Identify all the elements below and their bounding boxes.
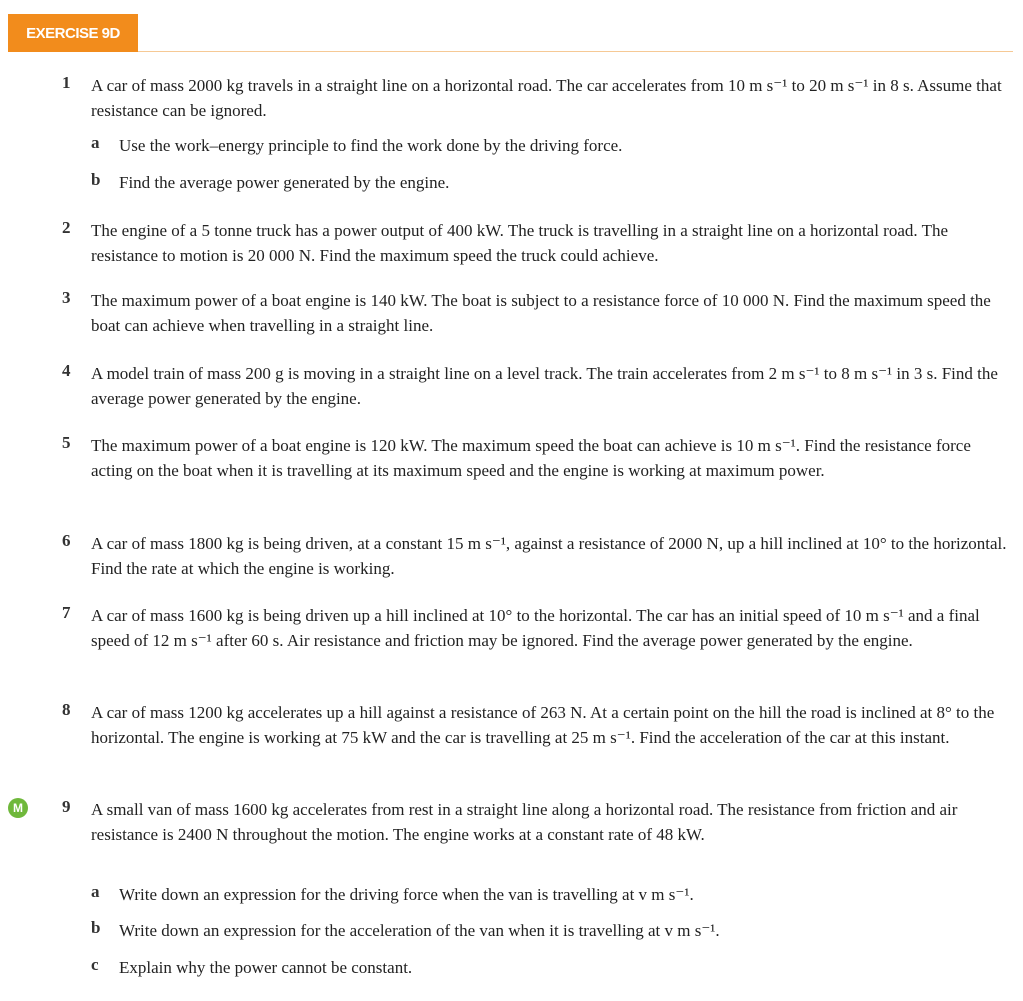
part-letter: b — [91, 170, 101, 189]
question-text: A car of mass 2000 kg travels in a straight line on a horizontal road. The car accelerates from 10 m s⁻¹ to 20 m s⁻¹ in 8 s. Assume that resistance can be ignored. — [91, 76, 1002, 120]
question-text: The engine of a 5 tonne truck has a power output of 400 kW. The truck is travelling in a straight line on a horizontal road. The resistance to motion is 20 000 N. Find the maximum speed the truck could achieve. — [91, 221, 949, 265]
part-letter: c — [91, 955, 99, 974]
question-text: The maximum power of a boat engine is 120 kW. The maximum speed the boat can achieve is 10 m s⁻¹. Find the resistance force acting on the boat when it is travelling at its maximum speed and the engine is working at maximum power. — [91, 436, 971, 480]
part-text: Write down an expression for the acceleration of the van when it is travelling at v m s⁻¹. — [119, 921, 720, 940]
question-number: 6 — [62, 531, 71, 550]
question-number: 5 — [62, 433, 71, 452]
part-text: Explain why the power cannot be constant. — [119, 958, 413, 977]
part-letter: b — [91, 918, 101, 937]
part-text: Find the average power generated by the engine. — [119, 173, 450, 192]
question-number: 4 — [62, 361, 71, 380]
part-text: Write down an expression for the driving force when the van is travelling at v m s⁻¹. — [119, 885, 694, 904]
question-text: The maximum power of a boat engine is 140 kW. The boat is subject to a resistance force of 10 000 N. Find the maximum speed the boat can achieve when travelling in a straight line. — [91, 291, 991, 335]
question-number: 7 — [62, 603, 71, 622]
question-number: 9 — [62, 797, 71, 816]
question-number: 1 — [62, 73, 71, 92]
question-text: A car of mass 1200 kg accelerates up a hill against a resistance of 263 N. At a certain point on the hill the road is inclined at 8° to the horizontal. The engine is working at 75 kW and the car is travelling at 25 m s⁻¹. Find the acceleration of the car at this instant. — [91, 703, 995, 747]
part-letter: a — [91, 882, 100, 901]
question-number: 3 — [62, 288, 71, 307]
part-letter: a — [91, 133, 100, 152]
question-text: A car of mass 1800 kg is being driven, at a constant 15 m s⁻¹, against a resistance of 2000 N, up a hill inclined at 10° to the horizontal. Find the rate at which the engine is working. — [91, 534, 1007, 578]
question-text: A car of mass 1600 kg is being driven up a hill inclined at 10° to the horizontal. The car has an initial speed of 10 m s⁻¹ and a final speed of 12 m s⁻¹ after 60 s. Air resistance and friction may be ignored. Find the average power generated by the engine. — [91, 606, 980, 650]
question-text: A small van of mass 1600 kg accelerates from rest in a straight line along a horizontal road. The resistance from friction and air resistance is 2400 N throughout the motion. The engine works at a constant rate of 48 kW. — [91, 800, 958, 844]
m-badge-icon: M — [8, 798, 28, 818]
question-number: 8 — [62, 700, 71, 719]
question-number: 2 — [62, 218, 71, 237]
header-rule — [138, 51, 1013, 52]
question-text: A model train of mass 200 g is moving in a straight line on a level track. The train accelerates from 2 m s⁻¹ to 8 m s⁻¹ in 3 s. Find the average power generated by the engine. — [91, 364, 998, 408]
exercise-title: EXERCISE 9D — [26, 24, 120, 42]
part-text: Use the work–energy principle to find the work done by the driving force. — [119, 136, 623, 155]
exercise-header — [8, 14, 138, 52]
